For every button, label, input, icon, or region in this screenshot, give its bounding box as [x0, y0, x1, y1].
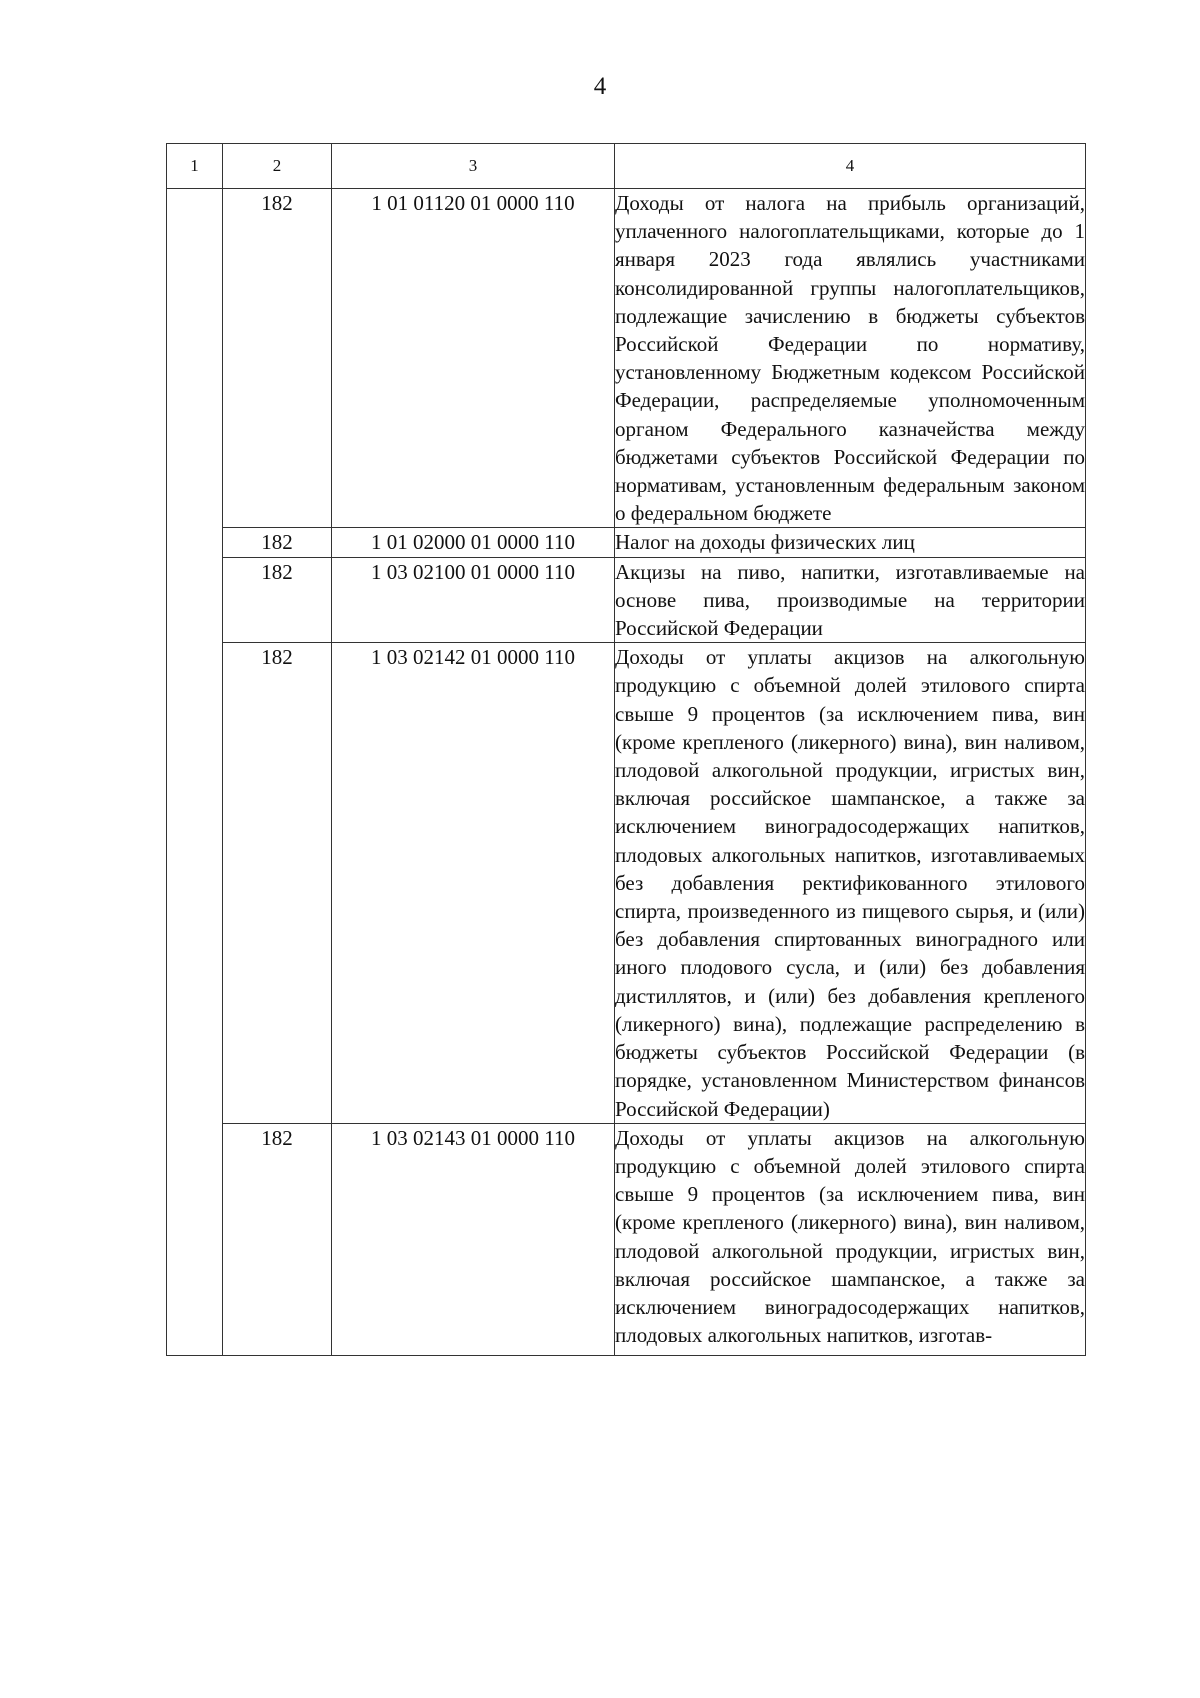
- column-1-cell: [167, 189, 223, 1356]
- description-cell: Акцизы на пиво, напитки, изготавливаемые на основе пива, производимые на территории Российской Федерации: [615, 557, 1086, 643]
- table-body: [167, 189, 1086, 1356]
- description-cell: Налог на доходы физических лиц: [615, 528, 1086, 557]
- column-header-1: 1: [167, 144, 223, 189]
- description-cell: Доходы от налога на прибыль организаций, уплаченного налогоплательщиками, которые до 1 января 2023 года являлись участниками консолидированной группы налогоплательщиков, подлежащие зачислению в бюджеты субъектов Российской Федерации по нормативу, установленному Бюджетным кодексом Российской Федерации, распределяемые уполномоченным органом Федерального казначейства между бюджетами субъектов Российской Федерации по нормативам, установленным федеральным законом о федеральном бюджете: [615, 189, 1086, 528]
- column-header-3: 3: [332, 144, 615, 189]
- description-cell: Доходы от уплаты акцизов на алкогольную продукцию с объемной долей этилового спирта свыше 9 процентов (за исключением пива, вин (кроме крепленого (ликерного) вина), вин наливом, плодовой алкогольной продукции, игристых вин, включая российское шампанское, а также за исключением виноградосодержащих напитков, плодовых алкогольных напитков, изготавливаемых без добавления ректификованного этилового спирта, произведенного из пищевого сырья, и (или) без добавления спиртованных виноградного или иного плодового сусла, и (или) без добавления дистиллятов, и (или) без добавления крепленого (ликерного) вина), подлежащие распределению в бюджеты субъектов Российской Федерации (в порядке, установленном Министерством финансов Российской Федерации): [615, 643, 1086, 1123]
- admin-code-cell: 182: [223, 643, 332, 1123]
- kbk-code-cell: 1 03 02143 01 0000 110: [332, 1123, 615, 1356]
- admin-code-cell: 182: [223, 557, 332, 643]
- table-header: [167, 144, 1086, 189]
- table-row: [167, 643, 1086, 1123]
- page-number: 4: [593, 73, 607, 100]
- column-header-2: 2: [223, 144, 332, 189]
- kbk-code-cell: 1 01 02000 01 0000 110: [332, 528, 615, 557]
- table-row: [167, 528, 1086, 557]
- budget-revenue-table: [166, 143, 1086, 1356]
- kbk-code-cell: 1 03 02100 01 0000 110: [332, 557, 615, 643]
- description-cell: Доходы от уплаты акцизов на алкогольную продукцию с объемной долей этилового спирта свыше 9 процентов (за исключением пива, вин (кроме крепленого (ликерного) вина), вин наливом, плодовой алкогольной продукции, игристых вин, включая российское шампанское, а также за исключением виноградосодержащих напитков, плодовых алкогольных напитков, изготав-: [615, 1123, 1086, 1356]
- admin-code-cell: 182: [223, 189, 332, 528]
- admin-code-cell: 182: [223, 1123, 332, 1356]
- admin-code-cell: 182: [223, 528, 332, 557]
- column-header-4: 4: [615, 144, 1086, 189]
- header-row: [167, 144, 1086, 189]
- table-row: [167, 189, 1086, 528]
- table-row: [167, 557, 1086, 643]
- table-row: [167, 1123, 1086, 1356]
- kbk-code-cell: 1 03 02142 01 0000 110: [332, 643, 615, 1123]
- kbk-code-cell: 1 01 01120 01 0000 110: [332, 189, 615, 528]
